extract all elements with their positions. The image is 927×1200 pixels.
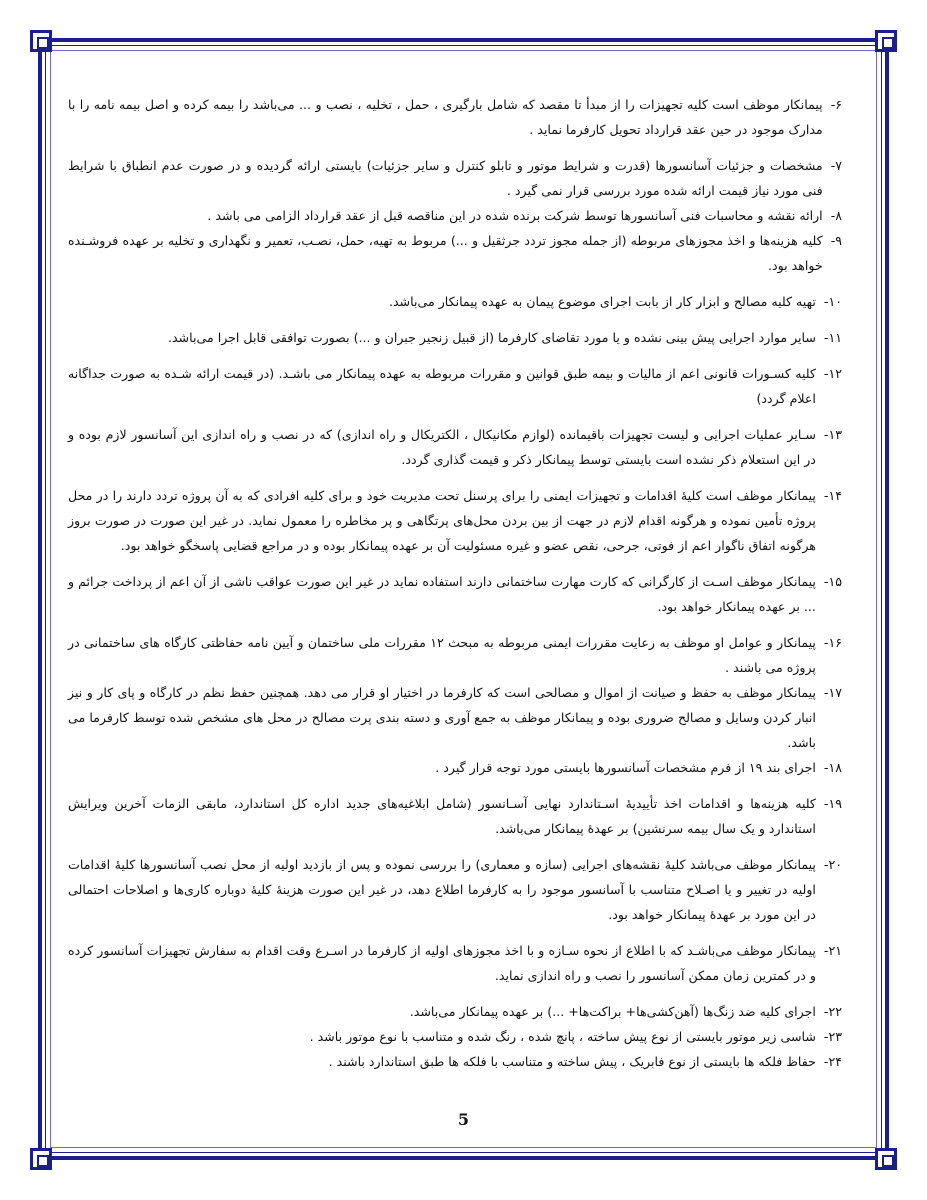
clause-8 <box>68 203 842 228</box>
page-number: 5 <box>457 1110 470 1129</box>
clause-number: ۱۲- <box>823 366 842 381</box>
clause-14 <box>68 483 842 558</box>
clause-number: ۱۱- <box>823 330 842 345</box>
clause-number: ۱۴- <box>823 488 842 503</box>
clause-text: تهیه کلیه مصالح و ابزار کار از بابت اجرای موضوع پیمان به عهده پیمانکار می‌باشد. <box>388 294 816 309</box>
clause-24 <box>68 1049 842 1074</box>
clause-number: ۷- <box>830 158 842 173</box>
clause-7 <box>68 153 842 203</box>
clause-9 <box>68 228 842 278</box>
clause-number: ۱۳- <box>823 427 842 442</box>
clause-text: اجرای بند ۱۹ از فرم مشخصات آسانسورها بایستی مورد توجه قرار گیرد . <box>435 760 816 775</box>
document-body <box>68 92 842 1074</box>
clause-number: ۱۸- <box>823 760 842 775</box>
clause-text: شاسی زیر موتور بایستی از نوع پیش ساخته ، پانچ شده ، رنگ شده و متناسب با نوع موتور باشد . <box>309 1029 816 1044</box>
clause-19 <box>68 791 842 841</box>
clause-10 <box>68 289 842 314</box>
clause-17 <box>68 680 842 755</box>
clause-number: ۲۰- <box>823 857 842 872</box>
clause-18 <box>68 755 842 780</box>
border-corner-ornament <box>30 30 52 52</box>
clause-text: پیمانکار موظف اسـت از کارگرانی که کارت مهارت ساختمانی دارند استفاده نماید در غیر این صورت عواقب ناشی از آن اعم از پرداخت جرائم و ... بر عهده پیمانکار خواهد بود. <box>68 574 816 614</box>
clause-13 <box>68 422 842 472</box>
clause-number: ۱۵- <box>823 574 842 589</box>
clause-number: ۸- <box>830 208 842 223</box>
clause-23 <box>68 1024 842 1049</box>
clause-number: ۱۷- <box>823 685 842 700</box>
clause-number: ۱۹- <box>823 796 842 811</box>
clause-6 <box>68 92 842 142</box>
clause-20 <box>68 852 842 927</box>
clause-12 <box>68 361 842 411</box>
clause-text: پیمانکار موظف به حفظ و صیانت از اموال و مصالحی است که کارفرما در اختیار او قرار می دهد. همچنین حفظ نظم در کارگاه و پای کار و نیز انبار کردن وسایل و مصالح ضروری بوده و پیمانکار موظف به جمع آوری و دسته بندی پرت مصالح در محل های مشخص شده توسط کارفرما می باشد. <box>68 685 816 750</box>
clause-number: ۲۱- <box>823 943 842 958</box>
clause-text: سـایر عملیات اجرایی و لیست تجهیزات باقیمانده (لوازم مکانیکال ، الکتریکال و راه اندازی) که در نصب و راه اندازی این آسانسور لازم بوده و در این استعلام ذکر نشده است بایستی توسط پیمانکار ذکر و قیمت گذاری گردد. <box>68 427 816 467</box>
clause-text: کلیه هزینه‌ها و اقدامات اخذ تأییدیهٔ اسـتاندارد نهایی آسـانسور (شامل ابلاغیه‌های جدید اداره کل استاندارد، مابقی الزمات آخرین ویرایش استاندارد و یک سال بیمه سرنشین) بر عهدهٔ پیمانکار می‌باشد. <box>68 796 816 836</box>
clause-number: ۱۶- <box>823 635 842 650</box>
clause-text: پیمانکار موظف است کلیهٔ اقدامات و تجهیزات ایمنی را برای پرسنل تحت مدیریت خود و برای کلیه افرادی که به آن پروژه تردد دارند را در محل پروژه تأمین نموده و هرگونه اقدام لازم در جهت از بین بردن محل‌های پرتگاهی و پر مخاطره را معمول نماید. در غیر این صورت در صورت بروز هرگونه اتفاق ناگوار اعم از فوتی، جرحی، نقص عضو و غیره مسئولیت آن بر عهده پیمانکار بوده و در مراجع قضایی پاسخگو خواهد بود. <box>68 488 816 553</box>
border-corner-ornament <box>875 1148 897 1170</box>
clause-11 <box>68 325 842 350</box>
clause-number: ۲۲- <box>823 1004 842 1019</box>
clause-21 <box>68 938 842 988</box>
clause-text: پیمانکار موظف می‌باشـد که با اطلاع از نحوه سـازه و با اخذ مجوزهای اولیه از کارفرما در اسـرع وقت اقدام به سفارش تجهیزات آسانسور کرده و در کمترین زمان ممکن آسانسور را نصب و راه اندازی نماید. <box>68 943 816 983</box>
clause-16 <box>68 630 842 680</box>
clause-text: مشخصات و جزئیات آسانسورها (قدرت و شرایط موتور و تابلو کنترل و سایر جزئیات) بایستی ارائه گردیده و در صورت عدم انطباق با شرایط فنی مورد نیاز قیمت ارائه شده مورد بررسی قرار نمی گیرد . <box>68 158 823 198</box>
clause-text: اجرای کلیه ضد زنگ‌ها (آهن‌کشی‌ها+ براکت‌ها+ ...) بر عهده پیمانکار می‌باشد. <box>409 1004 816 1019</box>
clause-number: ۶- <box>830 97 842 112</box>
clause-number: ۲۴- <box>823 1054 842 1069</box>
clause-text: حفاظ فلکه ها بایستی از نوع فابریک ، پیش ساخته و متناسب با فلکه ها طبق استاندارد باشند . <box>328 1054 816 1069</box>
clause-15 <box>68 569 842 619</box>
clause-text: کلیه هزینه‌ها و اخذ مجوزهای مربوطه (از جمله مجوز تردد جرثقیل و ...) مربوط به تهیه، حمل، نصـب، تعمیر و نگهداری و تخلیه بر عهده فروشـنده خواهد بود. <box>68 233 823 273</box>
clause-22 <box>68 999 842 1024</box>
border-corner-ornament <box>30 1148 52 1170</box>
clause-number: ۹- <box>830 233 842 248</box>
clause-number: ۱۰- <box>823 294 842 309</box>
clause-text: سایر موارد اجرایی پیش بینی نشده و یا مورد تقاضای کارفرما (از قبیل زنجیر جبران و ...) بصورت توافقی قابل اجرا می‌باشد. <box>167 330 816 345</box>
clause-text: ارائه نقشه و محاسبات فنی آسانسورها توسط شرکت برنده شده در این مناقصه قبل از عقد قرارداد الزامی می باشد . <box>207 208 823 223</box>
clause-text: کلیه کسـورات قانونی اعم از مالیات و بیمه طبق قوانین و مقررات مربوطه به عهده پیمانکار می باشـد. (در قیمت ارائه شـده به صورت جداگانه اعلام گردد) <box>68 366 816 406</box>
clause-text: پیمانکار و عوامل او موظف به رعایت مقررات ایمنی مربوطه به مبحث ۱۲ مقررات ملی ساختمان و آیین نامه حفاظتی کارگاه های ساختمانی در پروژه می باشند . <box>68 635 816 675</box>
clause-text: پیمانکار موظف است کلیه تجهیزات را از مبدأ تا مقصد که شامل بارگیری ، حمل ، تخلیه ، نصب و ... می‌باشد را بیمه کرده و اصل بیمه نامه را با مدارک موجود در حین عقد قرارداد تحویل کارفرما نماید . <box>68 97 823 137</box>
border-corner-ornament <box>875 30 897 52</box>
clause-text: پیمانکار موظف می‌باشد کلیهٔ نقشه‌های اجرایی (سازه و معماری) را بررسی نموده و پس از بازدید اولیه از محل نصب آسانسورها کلیهٔ اقدامات اولیه در تغییر و یا اصـلاح متناسب با آسانسور موجود را به کارفرما اطلاع دهد، در غیر این صورت هزینهٔ کلیهٔ دوباره کاری‌ها و اصلاحات احتمالی در این مورد بر عهدهٔ پیمانکار خواهد بود. <box>68 857 816 922</box>
clause-number: ۲۳- <box>823 1029 842 1044</box>
